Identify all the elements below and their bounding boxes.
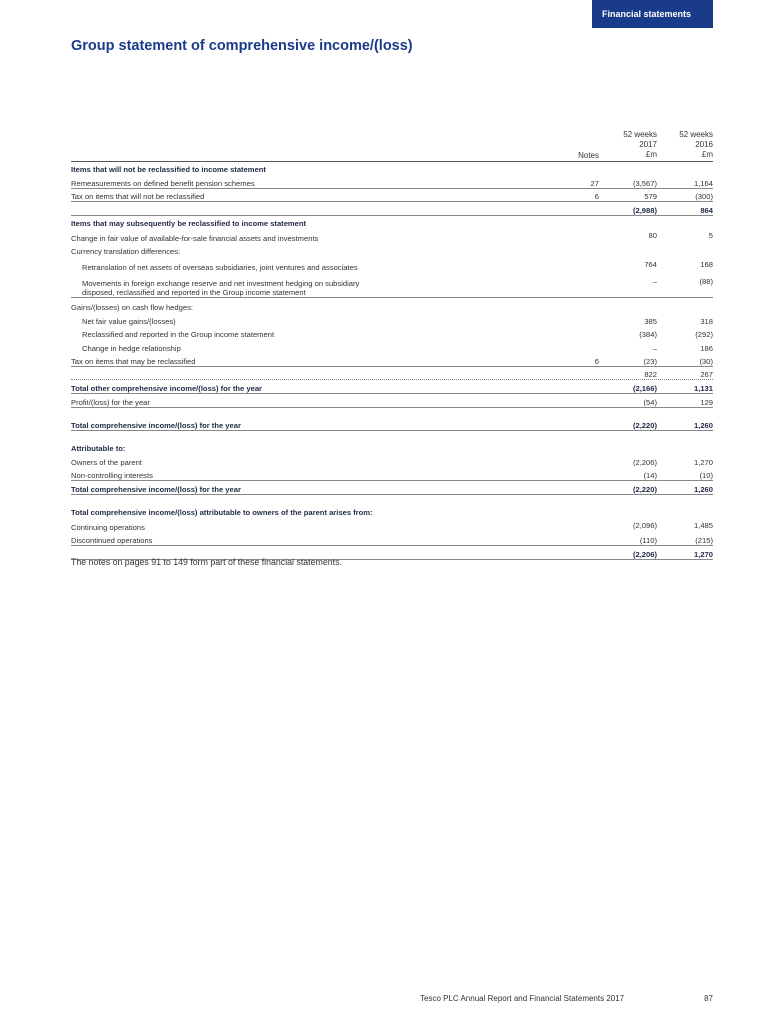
row-label: Change in hedge relationship [82,343,181,353]
row-label: Movements in foreign exchange reserve and net investment hedging on subsidiary disposed, reclassified and reported in the Group income statement [82,279,360,298]
row-value-2016: 1,131 [693,384,713,394]
col1-line-3: £m [645,150,657,159]
row-value-2017: – [652,343,657,353]
row-value-2016: 1,270 [693,457,713,467]
row-value-2016: (30) [699,356,713,366]
table-row [71,244,713,257]
row-value-2017: – [652,277,657,287]
income-statement-table [71,131,713,560]
col2-line-3: £m [701,150,713,159]
row-value-2017: 764 [644,260,657,270]
row-value-2017: (2,096) [632,521,657,531]
total-row [71,481,713,494]
row-value-2017: (23) [643,356,657,366]
row-label: Total comprehensive income/(loss) attributable to owners of the parent arises from: [71,508,373,518]
total-row [71,380,713,394]
table-row [71,175,713,188]
row-label: Currency translation differences: [71,247,181,257]
footnote: The notes on pages 91 to 149 form part of these financial statements. [71,556,342,567]
row-value-2016: 1,164 [693,178,713,188]
table-row [71,273,713,298]
row-note: 6 [594,192,599,202]
row-value-2016: (292) [695,330,713,340]
row-value-2017: (14) [643,471,657,481]
table-row [71,518,713,533]
col1-line-2: 2017 [639,140,657,149]
column-header [71,131,713,162]
column-header-2017 [601,130,657,160]
table-row [71,257,713,273]
table-row [71,189,713,202]
row-value-2016: 267 [700,370,713,380]
col2-line-1: 52 weeks [679,130,713,139]
row-value-2017: (2,220) [632,421,657,431]
table-row [71,354,713,367]
table-row [71,327,713,340]
row-label: Tax on items that will not be reclassified [71,192,205,202]
row-label: Total other comprehensive income/(loss) for the year [71,384,263,394]
row-value-2017: (3,567) [632,178,657,188]
row-value-2017: 822 [644,370,657,380]
table-row [71,162,713,175]
row-label: Profit/(loss) for the year [71,397,150,407]
page-number: 87 [704,994,713,1003]
row-value-2016: (215) [695,536,713,546]
table-row [71,441,713,454]
page-title: Group statement of comprehensive income/(loss) [71,38,413,54]
row-label: Gains/(losses) on cash flow hedges: [71,303,193,313]
row-value-2016: (88) [699,277,713,287]
row-note: 27 [590,178,599,188]
row-label: Remeasurements on defined benefit pension schemes [71,178,255,188]
row-value-2016: 1,260 [693,421,713,431]
row-value-2016: 1,260 [693,484,713,494]
report-name: Tesco PLC Annual Report and Financial Statements 2017 [420,994,625,1003]
total-row [71,418,713,431]
row-value-2017: (384) [639,330,657,340]
row-value-2017: 385 [644,316,657,326]
row-label: Reclassified and reported in the Group income statement [82,330,275,340]
row-label: Total comprehensive income/(loss) for the year [71,421,241,431]
table-row [71,229,713,244]
row-value-2016: 129 [700,397,713,407]
section-tab: Financial statements [592,0,713,28]
notes-column-header: Notes [578,151,599,160]
table-row [71,298,713,313]
row-value-2016: 5 [708,230,713,240]
row-value-2017: (54) [643,397,657,407]
table-row [71,313,713,326]
row-label: Items that may subsequently be reclassified to income statement [71,218,307,228]
table-row [71,533,713,546]
row-label: Continuing operations [71,523,145,533]
table-row [71,454,713,467]
row-label: Items that will not be reclassified to income statement [71,165,266,175]
row-label: Tax on items that may be reclassified [71,356,196,366]
row-label: Attributable to: [71,444,126,454]
column-header-2016 [657,130,713,160]
row-value-2016: (300) [695,192,713,202]
row-label: Total comprehensive income/(loss) for the year [71,484,241,494]
row-value-2016: 864 [700,205,713,215]
subtotal-row [71,202,713,215]
row-label: Change in fair value of available-for-sale financial assets and investments [71,233,319,243]
row-value-2017: 579 [644,192,657,202]
row-label: Retranslation of net assets of overseas subsidiaries, joint ventures and associates [82,263,358,273]
row-value-2017: (110) [639,536,657,546]
row-label: Discontinued operations [71,536,153,546]
row-value-2017: (2,206) [632,549,657,559]
subtotal-row [71,367,713,380]
row-value-2017: (2,220) [632,484,657,494]
row-value-2017: (2,988) [632,205,657,215]
row-value-2016: 168 [700,260,713,270]
table-row [71,394,713,407]
row-value-2017: (2,206) [632,457,657,467]
table-row [71,216,713,229]
row-value-2016: (10) [699,471,713,481]
row-label: Net fair value gains/(losses) [82,316,176,326]
row-value-2016: 186 [700,343,713,353]
table-row [71,468,713,481]
col1-line-1: 52 weeks [623,130,657,139]
table-row [71,340,713,353]
row-value-2016: 1,485 [693,521,713,531]
row-value-2016: 318 [700,316,713,326]
row-value-2017: (2,166) [632,384,657,394]
row-value-2017: 80 [648,230,657,240]
col2-line-2: 2016 [695,140,713,149]
row-label: Owners of the parent [71,457,142,467]
row-label: Non-controlling interests [71,471,153,481]
row-note: 6 [594,356,599,366]
row-value-2016: 1,270 [693,549,713,559]
table-row [71,505,713,518]
